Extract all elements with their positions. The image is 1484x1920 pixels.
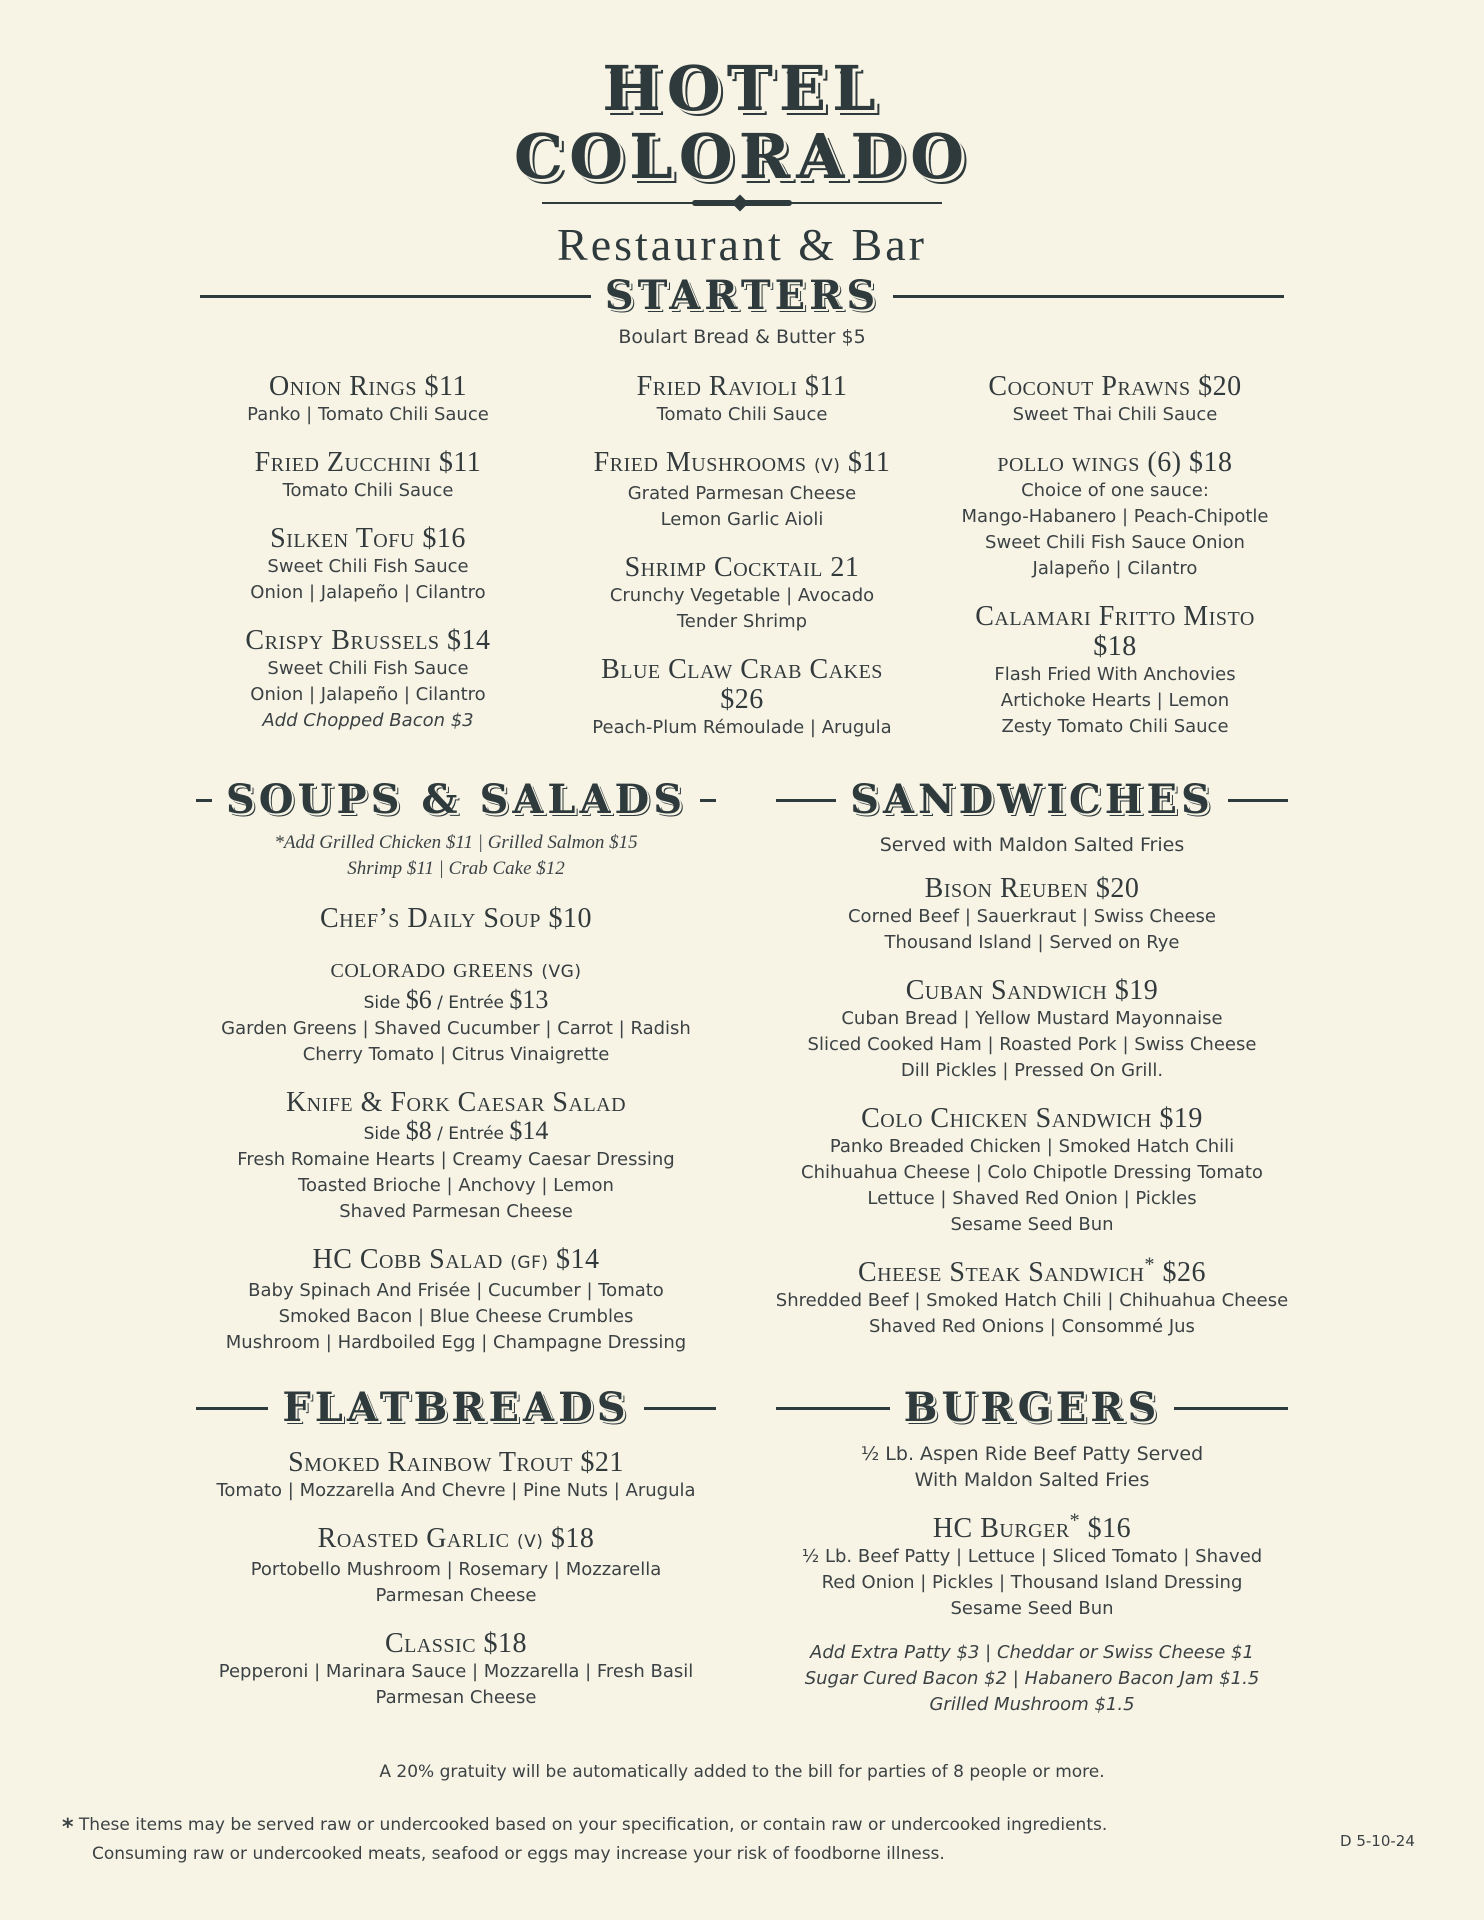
item-description: Thousand Island | Served on Rye: [884, 932, 1180, 953]
item-description: Mushroom | Hardboiled Egg | Champagne Dressing: [225, 1332, 687, 1353]
item-description: Shredded Beef | Smoked Hatch Chili | Chihuahua Cheese: [775, 1290, 1289, 1311]
item-name: [168, 524, 568, 554]
item-description: Parmesan Cheese: [375, 1585, 537, 1606]
item-title: Onion Rings $11: [268, 371, 468, 402]
gratuity-note: A 20% gratuity will be automatically added to the bill for parties of 8 people or more.: [379, 1762, 1105, 1782]
item-description: Zesty Tomato Chili Sauce: [1001, 716, 1229, 737]
starters-header: [200, 272, 1284, 319]
item-description: Tender Shrimp: [676, 611, 808, 632]
menu-item: [915, 602, 1315, 740]
menu-item: [766, 976, 1298, 1084]
menu-item: [196, 954, 716, 1068]
menu-item: [766, 1253, 1298, 1340]
menu-item: [776, 1509, 1288, 1622]
item-price: $14: [556, 1244, 600, 1275]
item-name: [542, 553, 942, 583]
item-description: Red Onion | Pickles | Thousand Island Dressing: [821, 1572, 1243, 1593]
item-name: $26: [720, 684, 764, 715]
item-name: [196, 954, 716, 987]
logo-subtitle: Restaurant & Bar: [557, 219, 927, 270]
soups-salads-header: [196, 776, 716, 823]
sandwiches-column: [766, 874, 1298, 1360]
item-title: Colo Chicken Sandwich $19: [861, 1103, 1203, 1134]
burgers-note: ½ Lb. Aspen Ride Beef Patty Served With Maldon Salted Fries: [860, 1443, 1204, 1491]
item-title: pollo wings (6) $18: [997, 447, 1233, 478]
menu-item: [168, 372, 568, 428]
item-description: Peach-Plum Rémoulade | Arugula: [592, 717, 892, 738]
item-description: Grated Parmesan Cheese: [627, 483, 857, 504]
entree-label: / Entrée: [437, 993, 505, 1013]
size-pricing: [196, 987, 716, 1016]
item-title: Knife & Fork Caesar Salad: [285, 1087, 627, 1118]
menu-item: [542, 553, 942, 635]
menu-item: [766, 1104, 1298, 1238]
item-description: Tomato Chili Sauce: [282, 480, 454, 501]
item-description: Baby Spinach And Frisée | Cucumber | Tomato: [248, 1280, 664, 1301]
item-title: Cuban Sandwich $19: [905, 975, 1159, 1006]
item-title: Crispy Brussels $14: [245, 625, 491, 656]
item-name: [168, 448, 568, 478]
item-description: Sliced Cooked Ham | Roasted Pork | Swiss Cheese: [807, 1034, 1257, 1055]
menu-item: [196, 1088, 716, 1225]
side-label: Side: [363, 993, 401, 1013]
item-description: Shaved Parmesan Cheese: [339, 1201, 573, 1222]
side-price: $6: [405, 985, 432, 1014]
item-description: Onion | Jalapeño | Cilantro: [250, 582, 486, 603]
item-title: Shrimp Cocktail 21: [624, 552, 860, 583]
menu-item: [766, 874, 1298, 956]
item-description: Crunchy Vegetable | Avocado: [609, 585, 875, 606]
logo-hotel: HOTEL: [602, 52, 882, 125]
item-title: colorado greens: [330, 953, 534, 984]
menu-item: [196, 1629, 716, 1711]
item-name: [766, 1253, 1298, 1288]
burger-addons: [776, 1640, 1288, 1718]
section-title-soups-salads: SOUPS & SALADS: [225, 776, 687, 823]
item-title: Silken Tofu $16: [270, 523, 466, 554]
entree-label: / Entrée: [437, 1124, 505, 1144]
item-description: Tomato Chili Sauce: [656, 404, 828, 425]
item-description: Parmesan Cheese: [375, 1687, 537, 1708]
burger-addon: Grilled Mushroom $1.5: [929, 1694, 1135, 1715]
side-label: Side: [363, 1124, 401, 1144]
menu-item: [168, 448, 568, 504]
item-name: [196, 1245, 716, 1278]
item-title: Fried Ravioli $11: [636, 371, 848, 402]
burger-addon: Sugar Cured Bacon $2 | Habanero Bacon Jam $1.5: [804, 1668, 1260, 1689]
menu-item: [915, 448, 1315, 582]
item-title: Classic $18: [384, 1628, 528, 1659]
size-pricing: [196, 1118, 716, 1147]
item-description: Artichoke Hearts | Lemon: [1000, 690, 1230, 711]
raw-asterisk: *: [1069, 1509, 1081, 1532]
item-description: Smoked Bacon | Blue Cheese Crumbles: [278, 1306, 634, 1327]
item-title: Smoked Rainbow Trout $21: [288, 1447, 624, 1478]
item-title: Cheese Steak Sandwich: [857, 1257, 1145, 1288]
item-title: Bison Reuben $20: [924, 873, 1140, 904]
item-description: Lettuce | Shaved Red Onion | Pickles: [867, 1188, 1197, 1209]
section-title-flatbreads: FLATBREADS: [282, 1384, 630, 1431]
menu-item: [915, 372, 1315, 428]
flatbreads-header: [196, 1384, 716, 1431]
item-description: Shaved Red Onions | Consommé Jus: [869, 1316, 1195, 1337]
item-description: Jalapeño | Cilantro: [1032, 558, 1198, 579]
menu-item: [168, 524, 568, 606]
logo-ornament-divider: [542, 196, 942, 210]
item-name: [766, 874, 1298, 904]
item-description: Cherry Tomato | Citrus Vinaigrette: [302, 1044, 610, 1065]
item-title: Fried Zucchini $11: [254, 447, 482, 478]
sandwiches-header: [776, 776, 1288, 823]
item-description: Sweet Chili Fish Sauce Onion: [985, 532, 1245, 553]
item-name: [168, 626, 568, 656]
raw-food-disclaimer: * These items may be served raw or undercooked based on your specification, or contain raw or undercooked ingredients. Consuming raw or undercooked meats, seafood or eggs may increase your risk of foodborne illness.: [62, 1815, 1108, 1864]
item-description: Dill Pickles | Pressed On Grill.: [900, 1060, 1164, 1081]
item-name: [542, 372, 942, 402]
item-description: Fresh Romaine Hearts | Creamy Caesar Dressing: [237, 1149, 675, 1170]
item-name: Blue Claw Crab Cakes: [601, 654, 883, 685]
section-title-burgers: BURGERS: [903, 1384, 1161, 1431]
section-title-starters: STARTERS: [604, 272, 880, 319]
item-description: Sweet Chili Fish Sauce: [267, 556, 469, 577]
item-description: Chihuahua Cheese | Colo Chipotle Dressing Tomato: [801, 1162, 1263, 1183]
menu-item: [196, 1524, 716, 1609]
starters-column-3: [915, 372, 1315, 760]
menu-item: [168, 626, 568, 734]
item-description: Panko | Tomato Chili Sauce: [247, 404, 489, 425]
menu-date-code: D 5-10-24: [1340, 1832, 1415, 1850]
burgers-column: [776, 1509, 1288, 1718]
item-title: HC Cobb Salad: [312, 1244, 503, 1275]
item-name: [766, 976, 1298, 1006]
dietary-tag: (V): [813, 456, 841, 476]
item-name: [776, 1509, 1288, 1544]
item-title: Coconut Prawns $20: [988, 371, 1242, 402]
burger-addon: Add Extra Patty $3 | Cheddar or Swiss Cheese $1: [810, 1642, 1254, 1663]
item-description: Garden Greens | Shaved Cucumber | Carrot | Radish: [221, 1018, 691, 1039]
dietary-tag: (GF): [510, 1253, 549, 1273]
item-description: Cuban Bread | Yellow Mustard Mayonnaise: [841, 1008, 1223, 1029]
item-description: Lemon Garlic Aioli: [660, 509, 824, 530]
item-description: Toasted Brioche | Anchovy | Lemon: [298, 1175, 614, 1196]
item-description: Choice of one sauce:: [1021, 480, 1209, 501]
starters-column-2: [542, 372, 942, 761]
item-price: $18: [550, 1523, 595, 1554]
item-description: Sweet Chili Fish Sauce: [267, 658, 469, 679]
side-price: $8: [405, 1116, 432, 1145]
item-name: [196, 1088, 716, 1118]
item-description: Corned Beef | Sauerkraut | Swiss Cheese: [847, 906, 1216, 927]
item-description: Pepperoni | Marinara Sauce | Mozzarella | Fresh Basil: [218, 1661, 694, 1682]
item-name: [915, 372, 1315, 402]
dietary-tag: (V): [516, 1532, 544, 1552]
menu-item: [542, 372, 942, 428]
flatbreads-column: [196, 1448, 716, 1731]
item-name: [196, 904, 716, 934]
item-name: Calamari Fritto Misto: [975, 601, 1255, 632]
item-name: [196, 1629, 716, 1659]
restaurant-header: [0, 52, 1484, 271]
item-name: [766, 1104, 1298, 1134]
item-title: Roasted Garlic: [317, 1523, 510, 1554]
item-description: ½ Lb. Beef Patty | Lettuce | Sliced Tomato | Shaved: [801, 1546, 1263, 1567]
item-description: Sesame Seed Bun: [950, 1598, 1114, 1619]
entree-price: $14: [509, 1116, 549, 1145]
entree-price: $13: [509, 985, 549, 1014]
item-price: $11: [847, 447, 891, 478]
item-description: Portobello Mushroom | Rosemary | Mozzarella: [250, 1559, 662, 1580]
item-description: Flash Fried With Anchovies: [994, 664, 1236, 685]
sandwiches-note: Served with Maldon Salted Fries: [879, 834, 1185, 856]
item-price: $26: [1162, 1257, 1206, 1288]
item-name: [196, 1524, 716, 1557]
starters-note: Boulart Bread & Butter $5: [618, 326, 866, 348]
item-description: Sesame Seed Bun: [950, 1214, 1114, 1235]
item-title: HC Burger: [932, 1513, 1070, 1544]
item-description: Sweet Thai Chili Sauce: [1012, 404, 1218, 425]
section-title-sandwiches: SANDWICHES: [850, 776, 1214, 823]
menu-item: [196, 1448, 716, 1504]
logo-colorado: COLORADO: [513, 120, 971, 193]
item-title: Fried Mushrooms: [593, 447, 807, 478]
menu-item: [542, 448, 942, 533]
item-name: [542, 448, 942, 481]
item-description: Onion | Jalapeño | Cilantro: [250, 684, 486, 705]
item-name: [915, 448, 1315, 478]
soups-addon-note: *Add Grilled Chicken $11 | Grilled Salmon $15 Shrimp $11 | Crab Cake $12: [274, 832, 638, 879]
asterisk-icon: *: [62, 1815, 74, 1840]
soups-salads-column: [196, 904, 716, 1376]
dietary-tag: (VG): [541, 962, 582, 982]
raw-asterisk: *: [1144, 1253, 1155, 1276]
item-name: [168, 372, 568, 402]
starters-column-1: [168, 372, 568, 754]
item-description: Tomato | Mozzarella And Chevre | Pine Nuts | Arugula: [216, 1480, 696, 1501]
item-name: $18: [1093, 631, 1137, 662]
menu-item: [542, 655, 942, 741]
item-addon: Add Chopped Bacon $3: [262, 710, 474, 731]
menu-item: [196, 1245, 716, 1356]
burgers-header: [776, 1384, 1288, 1431]
item-description: Mango-Habanero | Peach-Chipotle: [961, 506, 1269, 527]
item-title: Chef’s Daily Soup $10: [320, 903, 592, 934]
menu-item: [196, 904, 716, 934]
item-description: Panko Breaded Chicken | Smoked Hatch Chili: [829, 1136, 1235, 1157]
item-name: [196, 1448, 716, 1478]
item-price: $16: [1087, 1513, 1132, 1544]
